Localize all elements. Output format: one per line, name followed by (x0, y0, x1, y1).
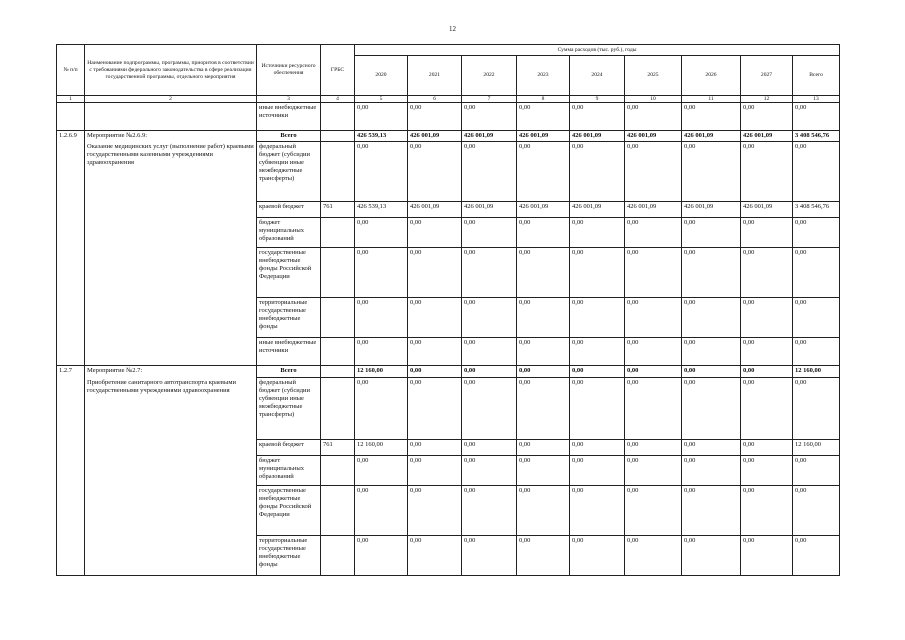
amount-cell: 0,00 (625, 218, 682, 248)
amount-cell: 0,00 (741, 248, 793, 298)
source-label: Всего (257, 366, 321, 378)
measure-id (57, 142, 85, 202)
grbs-code (321, 298, 355, 338)
measure-2-row (57, 378, 840, 440)
measure-id (57, 440, 85, 456)
header-year-9: Всего (793, 56, 840, 96)
source-label: краевой бюджет (257, 440, 321, 456)
amount-cell: 0,00 (517, 486, 570, 536)
amount-cell: 0,00 (408, 338, 462, 366)
amount-cell: 0,00 (625, 298, 682, 338)
amount-cell: 0,00 (570, 338, 625, 366)
amount-cell: 0,00 (682, 248, 741, 298)
grbs-code (321, 248, 355, 298)
header-year-6: 2025 (625, 56, 682, 96)
column-number-5: 5 (355, 96, 408, 103)
amount-cell: 0,00 (682, 440, 741, 456)
amount-cell: 0,00 (408, 298, 462, 338)
amount-cell: 0,00 (462, 456, 517, 486)
amount-cell: 426 001,09 (462, 131, 517, 142)
amount-cell: 0,00 (570, 142, 625, 202)
amount-cell: 3 408 546,76 (793, 131, 840, 142)
amount-cell: 0,00 (570, 366, 625, 378)
amount-cell: 0,00 (625, 248, 682, 298)
amount-cell: 0,00 (517, 440, 570, 456)
amount-cell: 0,00 (408, 486, 462, 536)
amount-cell: 426 001,09 (741, 131, 793, 142)
column-number-8: 8 (517, 96, 570, 103)
amount-cell: 0,00 (462, 218, 517, 248)
amount-cell: 0,00 (355, 103, 408, 131)
grbs-code: 761 (321, 202, 355, 218)
amount-cell: 0,00 (462, 486, 517, 536)
amount-cell: 0,00 (741, 536, 793, 576)
amount-cell: 0,00 (570, 103, 625, 131)
amount-cell: 0,00 (570, 218, 625, 248)
amount-cell: 426 539,13 (355, 131, 408, 142)
amount-cell: 0,00 (682, 298, 741, 338)
amount-cell: 0,00 (682, 378, 741, 440)
measure-1-row (57, 202, 840, 218)
source-label: иные внебюджетные источники (257, 338, 321, 366)
column-number-7: 7 (462, 96, 517, 103)
measure-title: Мероприятие №2.6.9: (85, 131, 257, 142)
amount-cell: 0,00 (355, 338, 408, 366)
row-description (85, 202, 257, 218)
measure-1-row (57, 142, 840, 202)
header-year-3: 2022 (462, 56, 517, 96)
continuation-row (57, 103, 840, 131)
grbs-code (321, 536, 355, 576)
source-label: территориальные государственные внебюджетные фонды (257, 298, 321, 338)
amount-cell: 0,00 (741, 366, 793, 378)
row-description (85, 456, 257, 486)
amount-cell: 0,00 (570, 456, 625, 486)
header-row-top (57, 45, 840, 56)
amount-cell: 0,00 (517, 378, 570, 440)
source-label: бюджет муниципальных образований (257, 456, 321, 486)
amount-cell: 426 001,09 (517, 131, 570, 142)
amount-cell: 0,00 (408, 366, 462, 378)
measure-id (57, 248, 85, 298)
header-source: Источники ресурсного обеспечения (257, 45, 321, 96)
amount-cell: 0,00 (682, 338, 741, 366)
row-description (85, 536, 257, 576)
source-label: государственные внебюджетные фонды Российской Федерации (257, 486, 321, 536)
amount-cell: 0,00 (741, 456, 793, 486)
measure-id (57, 218, 85, 248)
amount-cell: 0,00 (408, 440, 462, 456)
amount-cell: 0,00 (625, 378, 682, 440)
source-label: Всего (257, 131, 321, 142)
measure-id (57, 378, 85, 440)
amount-cell: 0,00 (570, 248, 625, 298)
grbs-code (321, 456, 355, 486)
amount-cell: 0,00 (793, 103, 840, 131)
column-number-11: 11 (682, 96, 741, 103)
grbs-code (321, 131, 355, 142)
amount-cell: 0,00 (462, 440, 517, 456)
amount-cell: 0,00 (570, 378, 625, 440)
amount-cell: 426 001,09 (570, 131, 625, 142)
source-label: государственные внебюджетные фонды Российской Федерации (257, 248, 321, 298)
amount-cell: 0,00 (355, 248, 408, 298)
measure-id (57, 486, 85, 536)
measure-1-row (57, 298, 840, 338)
amount-cell: 0,00 (793, 456, 840, 486)
amount-cell: 426 001,09 (682, 131, 741, 142)
measure-2-row (57, 366, 840, 378)
amount-cell: 0,00 (682, 536, 741, 576)
amount-cell: 0,00 (793, 142, 840, 202)
header-year-4: 2023 (517, 56, 570, 96)
header-num: № п/п (57, 45, 85, 96)
amount-cell: 0,00 (570, 486, 625, 536)
amount-cell: 0,00 (462, 366, 517, 378)
grbs-code (321, 378, 355, 440)
amount-cell: 0,00 (517, 103, 570, 131)
source-label: краевой бюджет (257, 202, 321, 218)
amount-cell: 0,00 (793, 298, 840, 338)
grbs-code (321, 103, 355, 131)
amount-cell: 426 001,09 (741, 202, 793, 218)
amount-cell: 12 160,00 (793, 366, 840, 378)
source-label: бюджет муниципальных образований (257, 218, 321, 248)
amount-cell: 0,00 (741, 440, 793, 456)
header-year-1: 2020 (355, 56, 408, 96)
measure-id: 1.2.7 (57, 366, 85, 378)
amount-cell: 0,00 (682, 456, 741, 486)
amount-cell: 0,00 (355, 456, 408, 486)
amount-cell: 426 001,09 (408, 131, 462, 142)
amount-cell: 0,00 (741, 218, 793, 248)
amount-cell: 0,00 (625, 142, 682, 202)
amount-cell: 0,00 (517, 298, 570, 338)
amount-cell: 12 160,00 (355, 440, 408, 456)
amount-cell: 0,00 (625, 456, 682, 486)
amount-cell: 0,00 (682, 366, 741, 378)
amount-cell: 426 001,09 (517, 202, 570, 218)
amount-cell: 426 001,09 (570, 202, 625, 218)
amount-cell: 0,00 (793, 486, 840, 536)
header-year-7: 2026 (682, 56, 741, 96)
amount-cell: 0,00 (408, 378, 462, 440)
amount-cell: 0,00 (517, 142, 570, 202)
measure-2-row (57, 486, 840, 536)
measure-2-row (57, 536, 840, 576)
column-number-row (57, 96, 840, 103)
measure-1-row (57, 218, 840, 248)
amount-cell: 12 160,00 (793, 440, 840, 456)
amount-cell: 0,00 (741, 338, 793, 366)
amount-cell: 0,00 (741, 378, 793, 440)
amount-cell: 0,00 (408, 103, 462, 131)
amount-cell: 0,00 (462, 338, 517, 366)
column-number-13: 13 (793, 96, 840, 103)
amount-cell: 0,00 (355, 298, 408, 338)
amount-cell: 0,00 (793, 338, 840, 366)
amount-cell: 0,00 (570, 298, 625, 338)
amount-cell: 12 160,00 (355, 366, 408, 378)
row-description (85, 298, 257, 338)
amount-cell: 0,00 (517, 366, 570, 378)
amount-cell: 0,00 (625, 536, 682, 576)
grbs-code (321, 486, 355, 536)
amount-cell: 0,00 (570, 536, 625, 576)
amount-cell: 0,00 (741, 142, 793, 202)
source-label: иные внебюджетные источники (257, 103, 321, 131)
grbs-code (321, 366, 355, 378)
column-number-10: 10 (625, 96, 682, 103)
amount-cell: 0,00 (517, 218, 570, 248)
amount-cell: 0,00 (682, 142, 741, 202)
amount-cell: 0,00 (408, 248, 462, 298)
amount-cell: 0,00 (462, 248, 517, 298)
amount-cell: 0,00 (793, 378, 840, 440)
column-number-9: 9 (570, 96, 625, 103)
amount-cell: 0,00 (408, 456, 462, 486)
amount-cell: 3 408 546,76 (793, 202, 840, 218)
amount-cell: 0,00 (625, 103, 682, 131)
amount-cell: 0,00 (517, 338, 570, 366)
column-number-6: 6 (408, 96, 462, 103)
amount-cell: 0,00 (741, 103, 793, 131)
grbs-code (321, 142, 355, 202)
source-label: федеральный бюджет (субсидии субвенции иные межбюджетные трансферты) (257, 142, 321, 202)
amount-cell: 0,00 (408, 536, 462, 576)
column-number-12: 12 (741, 96, 793, 103)
grbs-code: 761 (321, 440, 355, 456)
source-label: федеральный бюджет (субсидии субвенции иные межбюджетные трансферты) (257, 378, 321, 440)
measure-2-row (57, 440, 840, 456)
column-number-2: 2 (85, 96, 257, 103)
amount-cell: 426 001,09 (682, 202, 741, 218)
budget-table (56, 44, 840, 576)
amount-cell: 0,00 (682, 103, 741, 131)
measure-id (57, 338, 85, 366)
amount-cell: 0,00 (462, 378, 517, 440)
page-number: 12 (449, 25, 456, 33)
amount-cell: 426 001,09 (625, 131, 682, 142)
measure-description: Оказание медицинских услуг (выполнение работ) краевыми государственными казенными учреждениями здравоохранения (85, 142, 257, 202)
amount-cell: 0,00 (793, 536, 840, 576)
amount-cell: 0,00 (355, 142, 408, 202)
amount-cell: 0,00 (408, 218, 462, 248)
amount-cell: 0,00 (741, 486, 793, 536)
amount-cell: 0,00 (517, 536, 570, 576)
amount-cell: 0,00 (408, 142, 462, 202)
measure-1-row (57, 248, 840, 298)
amount-cell: 426 539,13 (355, 202, 408, 218)
amount-cell: 0,00 (355, 536, 408, 576)
amount-cell: 426 001,09 (408, 202, 462, 218)
source-label: территориальные государственные внебюджетные фонды (257, 536, 321, 576)
header-sum-group: Сумма расходов (тыс. руб.), годы (355, 45, 840, 56)
amount-cell: 0,00 (462, 298, 517, 338)
measure-1-row (57, 131, 840, 142)
column-number-3: 3 (257, 96, 321, 103)
amount-cell: 0,00 (355, 378, 408, 440)
row-description (85, 486, 257, 536)
header-name: Наименование подпрограммы, программы, приоритов в соответствии с требованиями федерального законодательства в сфере реализации государственной программы, отдельного мероприятия (85, 45, 257, 96)
amount-cell: 0,00 (570, 440, 625, 456)
amount-cell: 0,00 (793, 248, 840, 298)
amount-cell: 426 001,09 (625, 202, 682, 218)
row-description (85, 103, 257, 131)
amount-cell: 0,00 (462, 103, 517, 131)
header-grbs: ГРБС (321, 45, 355, 96)
amount-cell: 0,00 (793, 218, 840, 248)
row-number (57, 103, 85, 131)
amount-cell: 0,00 (625, 366, 682, 378)
column-number-1: 1 (57, 96, 85, 103)
measure-id: 1.2.6.9 (57, 131, 85, 142)
header-year-8: 2027 (741, 56, 793, 96)
measure-id (57, 298, 85, 338)
row-description (85, 338, 257, 366)
amount-cell: 426 001,09 (462, 202, 517, 218)
amount-cell: 0,00 (462, 536, 517, 576)
amount-cell: 0,00 (462, 142, 517, 202)
measure-2-row (57, 456, 840, 486)
amount-cell: 0,00 (517, 248, 570, 298)
measure-1-row (57, 338, 840, 366)
amount-cell: 0,00 (355, 218, 408, 248)
amount-cell: 0,00 (741, 298, 793, 338)
measure-id (57, 202, 85, 218)
row-description (85, 218, 257, 248)
header-year-5: 2024 (570, 56, 625, 96)
amount-cell: 0,00 (625, 440, 682, 456)
measure-id (57, 536, 85, 576)
amount-cell: 0,00 (625, 338, 682, 366)
measure-description: Приобретение санитарного автотранспорта краевыми государственными учреждениями здравоохранения (85, 378, 257, 440)
amount-cell: 0,00 (625, 486, 682, 536)
amount-cell: 0,00 (682, 486, 741, 536)
row-description (85, 440, 257, 456)
measure-id (57, 456, 85, 486)
grbs-code (321, 218, 355, 248)
header-year-2: 2021 (408, 56, 462, 96)
measure-title: Мероприятие №2.7: (85, 366, 257, 378)
row-description (85, 248, 257, 298)
amount-cell: 0,00 (517, 456, 570, 486)
grbs-code (321, 338, 355, 366)
amount-cell: 0,00 (355, 486, 408, 536)
column-number-4: 4 (321, 96, 355, 103)
amount-cell: 0,00 (682, 218, 741, 248)
